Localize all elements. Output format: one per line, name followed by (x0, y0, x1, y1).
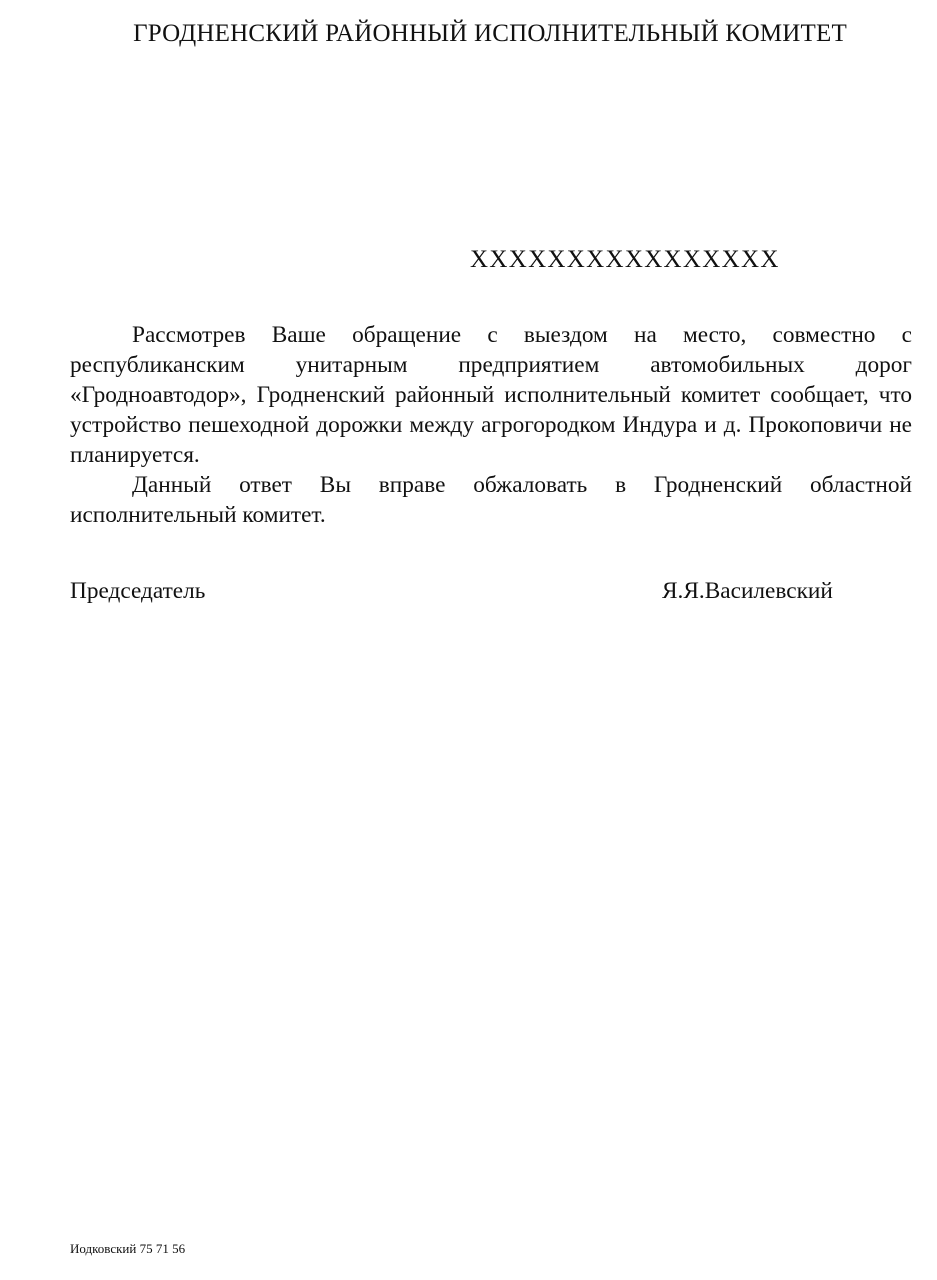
signature-title: Председатель (70, 578, 206, 604)
letter-body (70, 320, 912, 530)
signature-name: Я.Я.Василевский (662, 578, 833, 604)
footer-note: Иодковский 75 71 56 (70, 1241, 186, 1256)
recipient-name: XXXXXXXXXXXXXXXX (470, 246, 780, 273)
letter-paragraph-2: Данный ответ Вы вправе обжаловать в Гродненский областной исполнительный комитет. (70, 472, 912, 528)
letter-paragraph-1: Рассмотрев Ваше обращение с выездом на место, совместно с республиканским унитарным предприятием автомобильных дорог «Гродноавтодор», Гродненский районный исполнительный комитет сообщает, что устройство пешеходной дорожки между агрогородком Индура и д. Прокоповичи не планируется. (70, 322, 912, 468)
organization-title: ГРОДНЕНСКИЙ РАЙОННЫЙ ИСПОЛНИТЕЛЬНЫЙ КОМИТЕТ (133, 20, 847, 47)
